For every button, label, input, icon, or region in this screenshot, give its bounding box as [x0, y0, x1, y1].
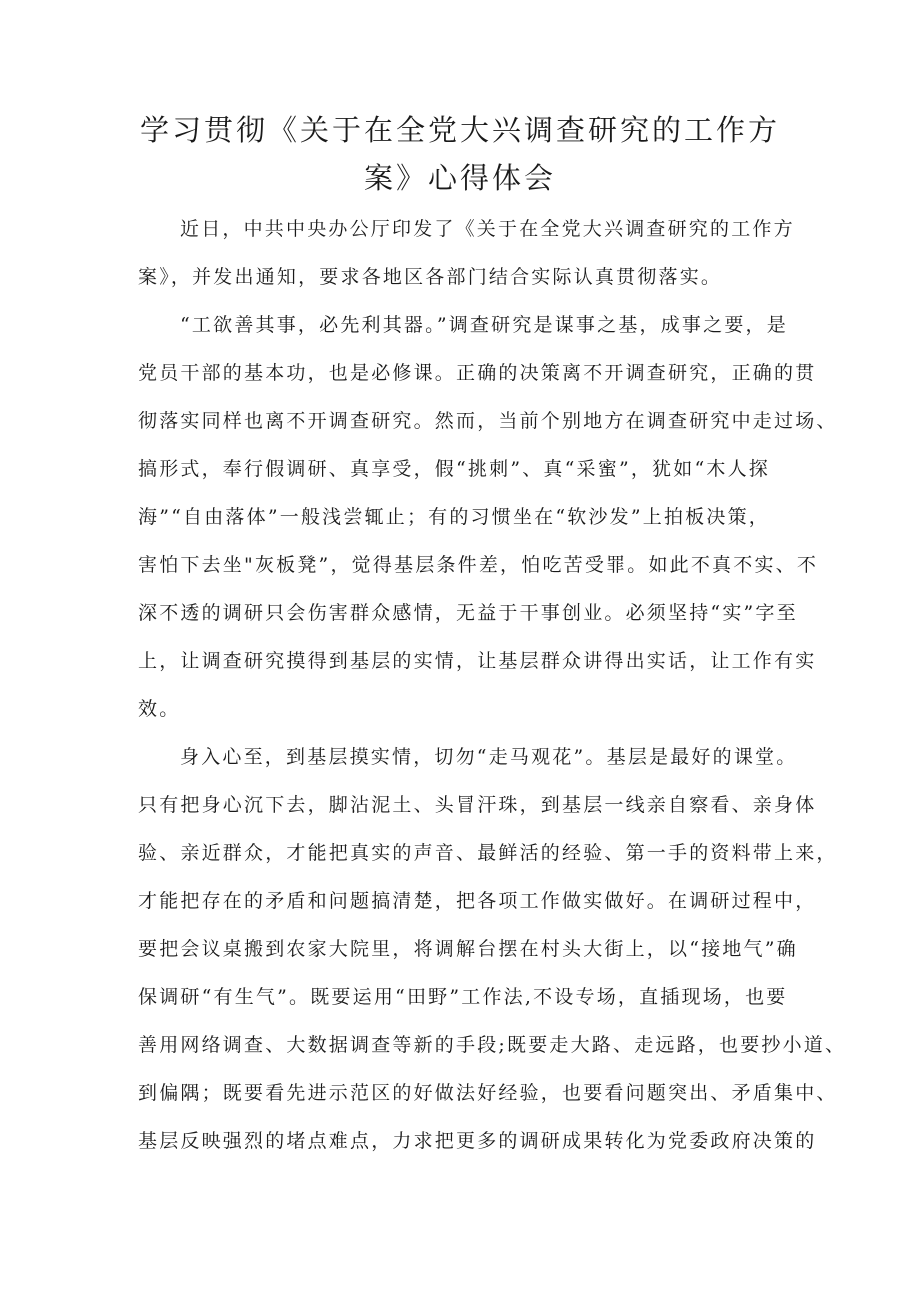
- paragraph-3-line-9: 基层反映强烈的堵点难点，力求把更多的调研成果转化为党委政府决策的: [138, 1130, 817, 1152]
- paragraph-2-line-2: 党员干部的基本功，也是必修课。正确的决策离不开调查研究，正确的贯: [138, 362, 817, 384]
- paragraph-2-line-8: 上，让调查研究摸得到基层的实情，让基层群众讲得出实话，让工作有实: [138, 650, 817, 672]
- paragraph-3-line-2: 只有把身心沉下去，脚沾泥土、头冒汗珠，到基层一线亲自察看、亲身体: [138, 794, 817, 816]
- paragraph-3-line-7: 善用网络调查、大数据调查等新的手段;既要走大路、走远路，也要抄小道、: [138, 1034, 847, 1056]
- paragraph-2-line-4: 搞形式，奉行假调研、真享受，假“挑刺”、真“采蜜”，犹如“木人探: [138, 458, 770, 480]
- paragraph-3-line-8: 到偏隅；既要看先进示范区的好做法好经验，也要看问题突出、矛盾集中、: [138, 1082, 838, 1104]
- paragraph-3-line-4: 才能把存在的矛盾和问题搞清楚，把各项工作做实做好。在调研过程中，: [138, 890, 817, 912]
- document-title-line-2: 案》心得体会: [363, 161, 556, 195]
- paragraph-2-line-3: 彻落实同样也离不开调查研究。然而，当前个别地方在调查研究中走过场、: [138, 410, 838, 432]
- paragraph-3-line-5: 要把会议桌搬到农家大院里，将调解台摆在村头大街上，以“接地气”确: [138, 938, 798, 960]
- paragraph-2-line-7: 深不透的调研只会伤害群众感情，无益于干事创业。必须坚持“实”字至: [138, 602, 798, 624]
- paragraph-2-line-1: “工欲善其事，必先利其器。”调查研究是谋事之基，成事之要，是: [180, 314, 788, 336]
- paragraph-1-line-1: 近日，中共中央办公厅印发了《关于在全党大兴调查研究的工作方: [180, 218, 795, 240]
- paragraph-2-line-6: 害怕下去坐"灰板凳”，觉得基层条件差，怕吃苦受罪。如此不真不实、不: [138, 554, 819, 576]
- paragraph-3-line-6: 保调研“有生气”。既要运用“田野”工作法,不设专场，直插现场，也要: [138, 986, 788, 1008]
- document-title-line-1: 学习贯彻《关于在全党大兴调查研究的工作方: [139, 113, 780, 147]
- paragraph-3-line-3: 验、亲近群众，才能把真实的声音、最鲜活的经验、第一手的资料带上来，: [138, 842, 838, 864]
- paragraph-3-line-1: 身入心至，到基层摸实情，切勿“走马观花”。基层是最好的课堂。: [180, 746, 798, 768]
- paragraph-1-line-2: 案》，并发出通知，要求各地区各部门结合实际认真贯彻落实。: [138, 266, 723, 288]
- paragraph-2-line-9: 效。: [138, 698, 181, 720]
- paragraph-2-line-5: 海”“自由落体”一般浅尝辄止；有的习惯坐在“软沙发”上拍板决策，: [138, 506, 770, 528]
